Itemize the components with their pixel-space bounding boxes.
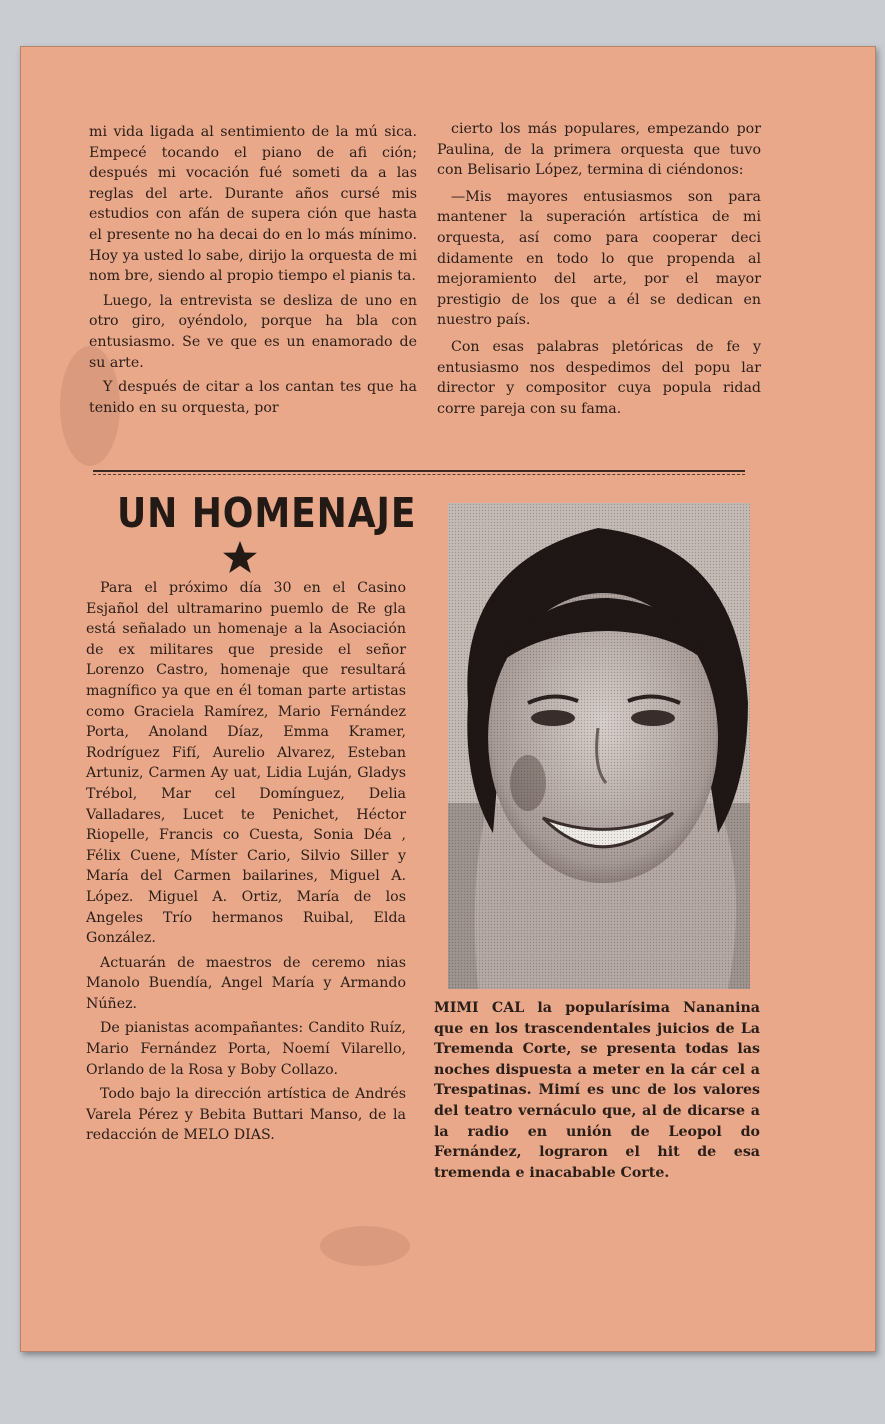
interview-paragraph: cierto los más populares, empezando por Paulina, de la primera orquesta que tuvo con Belisario López, termina di ciéndonos: [437,121,761,179]
section-divider-dashed [93,474,745,475]
section-divider [93,470,745,472]
interview-paragraph: Luego, la entrevista se desliza de uno en otro giro, oyéndolo, porque ha bla con entusiasmo. Se ve que es un enamorado de su arte. [89,292,417,371]
interview-column-right [437,119,761,423]
article-headline: UN HOMENAJE [117,489,417,537]
interview-paragraph: Y después de citar a los cantan tes que ha tenido en su orquesta, por [89,379,417,416]
article-paragraph: Actuarán de maestros de ceremo nias Manolo Buendía, Angel María y Armando Núñez. [86,954,406,1012]
interview-paragraph: Con esas palabras pletóricas de fe y entusiasmo nos despedimos del popu lar director y compositor cuya popula ridad corre pareja con su fama. [437,338,761,417]
portrait-photo [448,503,750,989]
photo-caption [434,998,760,1187]
interview-paragraph: mi vida ligada al sentimiento de la mú sica. Empecé tocando el piano de afi ción; después mi vocación fué someti da a las reglas del arte. Durante años cursé mis estudios con afán de supera ción que hasta el presente no ha decai do en lo más mínimo. Hoy ya usted lo sabe, dirijo la orquesta de mi nom bre, siendo al propio tiempo el pianis ta. [89,124,417,285]
article-paragraph: De pianistas acompañantes: Candito Ruíz, Mario Fernández Porta, Noemí Vilarello, Orlando de la Rosa y Boby Collazo. [86,1020,406,1078]
caption-text: MIMI CAL la popularísima Nananina que en los trascendentales juicios de La Tremenda Corte, se presenta todas las noches dispuesta a meter en la cár cel a Trespatinas. Mimí es unc de los valores del teatro vernáculo que, al de dicarse a la radio en unión de Leopol do Fernández, lograron el hit de esa tremenda e inacabable Corte. [434,1000,760,1181]
star-icon [222,540,258,574]
interview-column-left [89,122,417,422]
interview-quote: —Mis mayores entusiasmos son para mantener la superación artística de mi orquesta, así como para cooperar deci didamente en todo lo que propenda al mejoramiento del arte, por el mayor prestigio de los que a él se dedican en nuestro país. [437,188,761,329]
article-paragraph: Para el próximo día 30 en el Casino Esjañol del ultramarino puemlo de Re gla está señalado un homenaje a la Asociación de ex militares que preside el señor Lorenzo Castro, homenaje que resultará magnífico ya que en él toman parte artistas como Graciela Ramírez, Mario Fernández Porta, Anoland Díaz, Emma Kramer, Rodríguez Fifí, Aurelio Alvarez, Esteban Artuniz, Carmen Ay uat, Lidia Luján, Gladys Trébol, Mar cel Domínguez, Delia Valladares, Lucet te Penichet, Héctor Riopelle, Francis co Cuesta, Sonia Déa , Félix Cuene, Míster Cario, Silvio Siller y María del Carmen bailarines, Miguel A. López. Miguel A. Ortiz, María de los Angeles Trío hermanos Ruibal, Elda González. [86,580,406,947]
homenaje-article [86,578,406,1150]
article-paragraph: Todo bajo la dirección artística de Andrés Varela Pérez y Bebita Buttari Manso, de la redacción de MELO DIAS. [86,1086,406,1144]
portrait-image [448,503,750,989]
paper-stain [320,1226,410,1266]
